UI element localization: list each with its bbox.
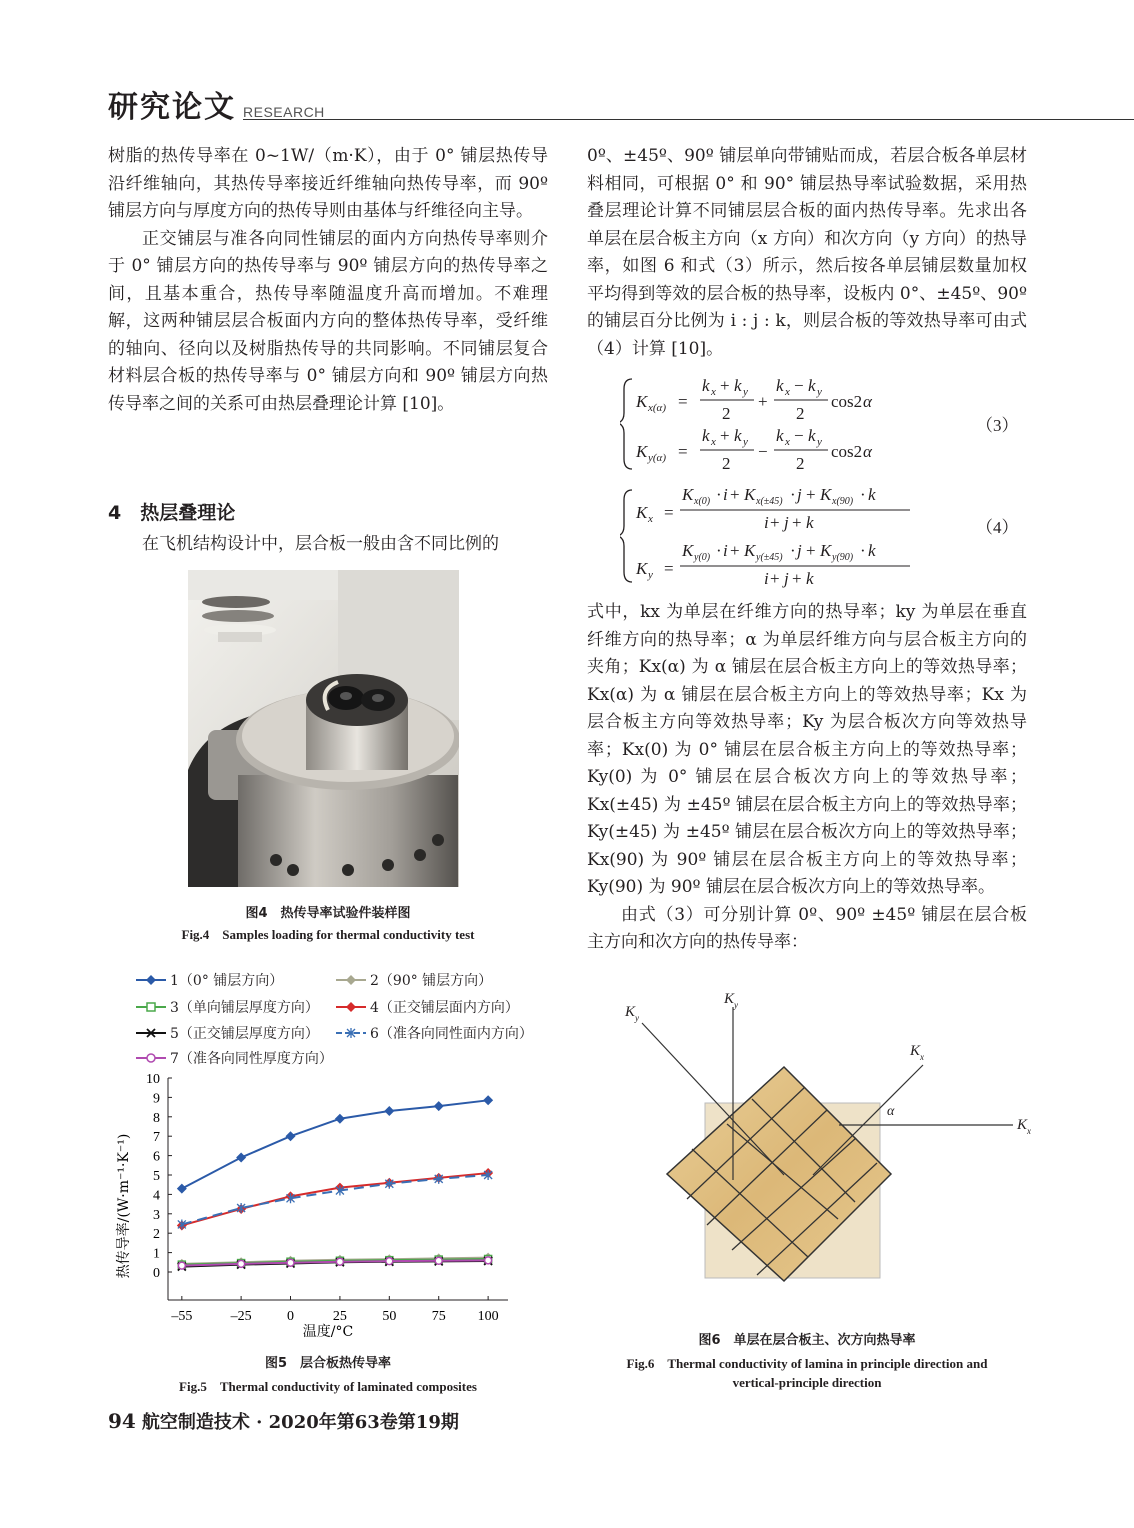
svg-text:+: + bbox=[770, 569, 780, 588]
svg-text:=: = bbox=[678, 392, 688, 411]
svg-text:+: + bbox=[792, 569, 802, 588]
data-point-s7 bbox=[386, 1258, 393, 1265]
svg-text:α: α bbox=[863, 392, 872, 411]
x-tick-label: –25 bbox=[230, 1309, 252, 1324]
svg-text:−: − bbox=[794, 426, 804, 445]
right-column-bottom bbox=[587, 599, 1027, 957]
svg-text:x: x bbox=[711, 386, 716, 398]
data-point-s7 bbox=[485, 1257, 492, 1264]
paragraph: 树脂的热传导率在 0~1W/（m·K），由于 0° 铺层热传导沿纤维轴向，其热传导率接近纤维轴向热传导率，而 90º 铺层方向与厚度方向的热传导则由基体与纤维径向主导。 bbox=[108, 146, 548, 221]
svg-text:i: i bbox=[764, 513, 769, 532]
svg-text:−: − bbox=[758, 442, 768, 461]
svg-text:=: = bbox=[678, 442, 688, 461]
header-rule bbox=[243, 119, 1134, 120]
fig6-diagram bbox=[587, 985, 1047, 1325]
data-point-s1 bbox=[286, 1131, 296, 1141]
legend-label-4: 4（正交铺层面内方向） bbox=[370, 1000, 519, 1016]
test-apparatus-illustration bbox=[188, 570, 459, 887]
x-tick-label: 100 bbox=[477, 1309, 499, 1324]
svg-text:x: x bbox=[785, 436, 790, 448]
svg-text:y: y bbox=[817, 436, 822, 448]
y-tick-label: 4 bbox=[153, 1188, 160, 1204]
svg-text:K: K bbox=[636, 559, 648, 578]
svg-text:k: k bbox=[806, 513, 814, 532]
svg-text:+: + bbox=[720, 376, 730, 395]
legend-label-1: 1（0° 铺层方向） bbox=[170, 973, 284, 989]
left-column-top bbox=[108, 143, 548, 418]
svg-text:y(0): y(0) bbox=[694, 552, 711, 563]
svg-text:k: k bbox=[808, 426, 816, 445]
x-tick-label: 25 bbox=[332, 1309, 347, 1324]
svg-text:K: K bbox=[682, 485, 694, 504]
paragraph: 正交铺层与准各向同性铺层的面内方向热传导率则介于 0° 铺层方向的热传导率与 90º 铺层方向的热传导率之间，且基本重合，热传导率随温度升高而增加。不难理解，这两种铺层层合板面内方向的整体热传导率，受纤维的轴向、径向以及树脂热传导的共同影响。不同铺层复合材料层合板的热传导率与 0° 铺层方向和 90º 铺层方向热传导率之间的关系可由热层叠理论计算 [10]。 bbox=[108, 228, 548, 414]
svg-text:+: + bbox=[720, 426, 730, 445]
svg-text:i: i bbox=[723, 485, 728, 504]
label-ky-sub: y bbox=[734, 1000, 738, 1010]
svg-text:·: · bbox=[790, 541, 796, 560]
svg-text:K: K bbox=[636, 392, 648, 411]
svg-text:x: x bbox=[785, 386, 790, 398]
paragraph: 由式（3）可分别计算 0º、90º ±45º 铺层在层合板主方向和次方向的热传导率： bbox=[587, 904, 1027, 952]
svg-text:k: k bbox=[702, 376, 710, 395]
fig4-caption-en: Fig.4 Samples loading for thermal conductivity test bbox=[181, 927, 475, 942]
page-number: 94 bbox=[108, 1409, 136, 1433]
fig6-caption-en-1: Fig.6 Thermal conductivity of lamina in principle direction and bbox=[626, 1356, 988, 1371]
y-tick-label: 7 bbox=[153, 1130, 160, 1146]
fig6-caption-en-2: vertical-principle direction bbox=[732, 1375, 882, 1390]
data-point-s1 bbox=[483, 1095, 493, 1105]
data-point-s7 bbox=[287, 1259, 294, 1266]
label-ky: K bbox=[724, 991, 735, 1007]
fig6-caption-cn: 图6 单层在层合板主、次方向热导率 bbox=[698, 1333, 916, 1348]
y-tick-label: 10 bbox=[146, 1072, 160, 1087]
svg-text:2: 2 bbox=[722, 404, 731, 423]
x-tick-label: 50 bbox=[382, 1309, 397, 1324]
equation-4-number: （4） bbox=[976, 518, 1019, 537]
data-point-s1 bbox=[335, 1114, 345, 1124]
svg-text:k: k bbox=[702, 426, 710, 445]
fig5-legend bbox=[108, 970, 548, 1070]
svg-text:K: K bbox=[820, 485, 832, 504]
svg-text:k: k bbox=[776, 376, 784, 395]
svg-text:−: − bbox=[794, 376, 804, 395]
svg-text:y(±45): y(±45) bbox=[756, 552, 783, 563]
svg-text:2: 2 bbox=[722, 454, 731, 473]
data-point-s7 bbox=[238, 1260, 245, 1267]
svg-text:·: · bbox=[716, 485, 722, 504]
label-kx-rotated: K bbox=[910, 1043, 921, 1059]
data-point-s1 bbox=[177, 1184, 187, 1194]
thermal-conductivity-chart bbox=[108, 1068, 548, 1348]
chart-axes bbox=[146, 1072, 508, 1324]
journal-section-subtitle: RESEARCH bbox=[243, 104, 325, 120]
svg-text:y: y bbox=[648, 569, 653, 581]
svg-text:y: y bbox=[743, 386, 748, 398]
legend-marker-7 bbox=[136, 1051, 166, 1065]
label-kx-sub: x bbox=[1027, 1126, 1031, 1136]
svg-text:x: x bbox=[711, 436, 716, 448]
data-point-s1 bbox=[384, 1106, 394, 1116]
legend-label-3: 3（单向铺层厚度方向） bbox=[170, 1000, 319, 1016]
svg-text:K: K bbox=[636, 442, 648, 461]
svg-text:·: · bbox=[716, 541, 722, 560]
svg-text:cos2: cos2 bbox=[831, 392, 863, 411]
svg-text:x(±45): x(±45) bbox=[756, 496, 783, 507]
svg-text:+: + bbox=[806, 541, 816, 560]
svg-text:cos2: cos2 bbox=[831, 442, 863, 461]
svg-text:j: j bbox=[784, 513, 789, 532]
svg-text:i: i bbox=[764, 569, 769, 588]
legend-label-5: 5（正交铺层厚度方向） bbox=[170, 1026, 319, 1042]
y-tick-label: 8 bbox=[153, 1110, 160, 1126]
legend-marker-6 bbox=[336, 1026, 366, 1040]
legend-label-6: 6（准各向同性面内方向） bbox=[370, 1026, 533, 1042]
legend-marker-2 bbox=[336, 973, 366, 987]
svg-text:x(90): x(90) bbox=[832, 496, 854, 507]
svg-text:y: y bbox=[743, 436, 748, 448]
chart-series bbox=[177, 1095, 493, 1270]
x-tick-label: 0 bbox=[287, 1309, 295, 1324]
svg-text:+: + bbox=[730, 541, 740, 560]
y-tick-label: 6 bbox=[153, 1149, 160, 1165]
paragraph: 在飞机结构设计中，层合板一般由含不同比例的 bbox=[142, 534, 499, 554]
svg-text:x(0): x(0) bbox=[694, 496, 711, 507]
svg-text:K: K bbox=[636, 503, 648, 522]
svg-text:k: k bbox=[868, 541, 876, 560]
svg-text:y(90): y(90) bbox=[832, 552, 854, 563]
label-ky-rotated: K bbox=[625, 1004, 636, 1020]
right-column-top bbox=[587, 143, 1027, 363]
label-kx: K bbox=[1017, 1117, 1028, 1133]
legend-marker-5 bbox=[136, 1026, 166, 1040]
svg-text:+: + bbox=[806, 485, 816, 504]
svg-text:K: K bbox=[744, 541, 756, 560]
paragraph: 0º、±45º、90º 铺层单向带铺贴而成，若层合板各单层材料相同，可根据 0° 和 90° 铺层热导率试验数据，采用热叠层理论计算不同铺层层合板的面内热传导率。先求出各单层在层合板主方向（x 方向）和次方向（y 方向）的热导率，如图 6 和式（3）所示，然后按各单层铺层数量加权平均得到等效的层合板的热导率，设板内 0°、±45º、90º 的铺层百分比例为 i : j : k，则层合板的等效热导率可由式（4）计算 [10]。 bbox=[587, 146, 1027, 359]
legend-marker-1 bbox=[136, 973, 166, 987]
svg-text:·: · bbox=[860, 485, 866, 504]
svg-text:+: + bbox=[730, 485, 740, 504]
fig4-caption-cn: 图4 热传导率试验件装样图 bbox=[245, 906, 411, 921]
label-kx-rotated-sub: x bbox=[920, 1052, 924, 1062]
legend-label-7: 7（准各向同性厚度方向） bbox=[170, 1051, 333, 1067]
y-axis-label: 热传导率/(W·m⁻¹·K⁻¹) bbox=[116, 1133, 132, 1279]
label-ky-rotated-sub: y bbox=[635, 1013, 639, 1023]
svg-text:2: 2 bbox=[796, 454, 805, 473]
y-tick-label: 2 bbox=[153, 1227, 160, 1243]
fig5-caption-en: Fig.5 Thermal conductivity of laminated composites bbox=[179, 1379, 477, 1394]
svg-text:k: k bbox=[734, 426, 742, 445]
y-tick-label: 0 bbox=[153, 1266, 160, 1281]
svg-text:α: α bbox=[863, 442, 872, 461]
svg-text:·: · bbox=[860, 541, 866, 560]
data-point-s7 bbox=[178, 1262, 185, 1269]
svg-text:k: k bbox=[808, 376, 816, 395]
data-point-s1 bbox=[236, 1153, 246, 1163]
svg-text:+: + bbox=[770, 513, 780, 532]
x-tick-label: 75 bbox=[431, 1309, 446, 1324]
svg-text:j: j bbox=[797, 485, 802, 504]
fig4-photo bbox=[188, 570, 459, 887]
svg-text:=: = bbox=[664, 559, 674, 578]
journal-section-title: 研究论文 bbox=[108, 90, 236, 125]
svg-text:i: i bbox=[723, 541, 728, 560]
svg-text:2: 2 bbox=[796, 404, 805, 423]
svg-text:K: K bbox=[744, 485, 756, 504]
left-column-section-text bbox=[108, 531, 548, 559]
svg-text:K: K bbox=[820, 541, 832, 560]
y-tick-label: 5 bbox=[153, 1169, 160, 1184]
svg-text:k: k bbox=[734, 376, 742, 395]
svg-text:=: = bbox=[664, 503, 674, 522]
y-tick-label: 3 bbox=[153, 1207, 160, 1223]
svg-text:j: j bbox=[797, 541, 802, 560]
svg-text:+: + bbox=[758, 392, 768, 411]
x-tick-label: –55 bbox=[171, 1309, 193, 1324]
data-point-s7 bbox=[435, 1257, 442, 1264]
section-heading: 4 热层叠理论 bbox=[108, 502, 236, 524]
svg-text:k: k bbox=[776, 426, 784, 445]
paragraph: 式中，kx 为单层在纤维方向的热导率；ky 为单层在垂直纤维方向的热导率；α 为单层纤维方向与层合板主方向的夹角；Kx(α) 为 α 铺层在层合板主方向上的等效热导率；Kx(α) 为 α 铺层在层合板主方向上的等效热导率；Kx 为层合板主方向等效热导率；Ky 为层合板次方向等效热导率；Kx(0) 为 0° 铺层在层合板主方向上的等效热导率；Ky(0) 为 0° 铺层在层合板次方向上的等效热导率；Kx(±45) 为 ±45º 铺层在层合板主方向上的等效热导率；Ky(±45) 为 ±45º 铺层在层合板次方向上的等效热导率；Kx(90) 为 90º 铺层在层合板主方向上的等效热导率；Ky(90) 为 90º 铺层在层合板次方向上的等效热导率。 bbox=[587, 602, 1027, 897]
legend-label-2: 2（90° 铺层方向） bbox=[370, 973, 493, 989]
svg-text:x(α): x(α) bbox=[648, 402, 666, 414]
journal-info: 航空制造技术 · 2020年第63卷第19期 bbox=[141, 1412, 459, 1433]
legend-marker-3 bbox=[136, 1000, 166, 1014]
label-alpha: α bbox=[887, 1104, 895, 1119]
svg-text:j: j bbox=[784, 569, 789, 588]
y-tick-label: 1 bbox=[153, 1246, 160, 1262]
svg-text:k: k bbox=[806, 569, 814, 588]
data-point-s1 bbox=[434, 1101, 444, 1111]
y-tick-label: 9 bbox=[153, 1091, 160, 1107]
equation-3-number: （3） bbox=[976, 416, 1019, 435]
svg-text:+: + bbox=[792, 513, 802, 532]
svg-text:·: · bbox=[790, 485, 796, 504]
svg-text:x: x bbox=[648, 513, 653, 525]
fig5-caption-cn: 图5 层合板热传导率 bbox=[264, 1356, 392, 1371]
x-axis-label: 温度/°C bbox=[302, 1324, 354, 1340]
legend-marker-4 bbox=[336, 1000, 366, 1014]
svg-text:k: k bbox=[868, 485, 876, 504]
svg-text:y(α): y(α) bbox=[648, 452, 666, 464]
svg-text:y: y bbox=[817, 386, 822, 398]
series-line-4 bbox=[182, 1173, 488, 1225]
svg-text:K: K bbox=[682, 541, 694, 560]
page-footer bbox=[108, 1408, 459, 1434]
data-point-s7 bbox=[336, 1258, 343, 1265]
